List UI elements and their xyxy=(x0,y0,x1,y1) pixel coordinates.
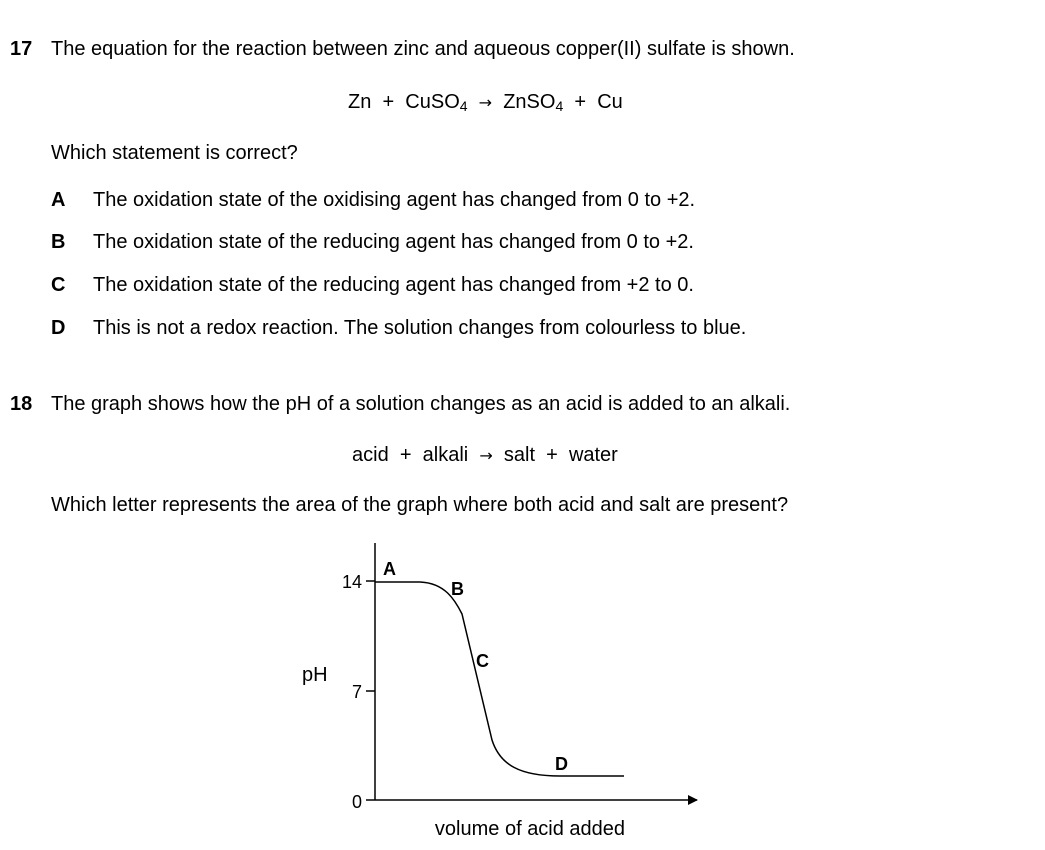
eq18-plus-2: + xyxy=(546,444,558,466)
eq17-plus-1: + xyxy=(382,91,395,113)
eq17-arrow: → xyxy=(478,93,493,112)
y-axis-label: pH xyxy=(302,664,328,686)
region-label-c: C xyxy=(476,651,489,671)
y-tick-label-14: 14 xyxy=(341,572,362,592)
y-tick-label-7: 7 xyxy=(351,682,362,702)
eq17-reactant-zn: Zn xyxy=(348,91,372,113)
region-label-d: D xyxy=(555,754,568,774)
question-17-prompt: Which statement is correct? xyxy=(51,142,298,164)
eq18-salt: salt xyxy=(503,444,535,466)
eq18-water: water xyxy=(568,444,618,466)
exam-page: 17 The equation for the reaction between zinc and aqueous copper(II) sulfate is shown. Zn + CuSO$_4$ → ZnSO$_4$ + Cu Which statement is correct? A The oxidation state of the oxidising agent has changed from 0 to +2. B The oxidation state of the reducing agent has changed from 0 to +2. C The oxidation state of the reducing agent has changed from +2 to 0. D This is not a redox reaction. The solution changes from colourless to blue. 18 The graph shows how the pH of a solution changes as an acid is added to an alkali. acid + alkali → salt + water Which letter represents the area of the graph where both acid and salt are present? 14 7 0 pH volume of acid added A B C D xyxy=(0,0,1045,850)
question-18-intro: The graph shows how the pH of a solution changes as an acid is added to an alkali. xyxy=(51,393,791,415)
y-tick-label-0: 0 xyxy=(351,792,362,812)
region-label-b: B xyxy=(451,579,464,599)
eq17-product-cu: Cu xyxy=(597,91,623,113)
eq18-plus-1: + xyxy=(399,444,412,466)
eq17-reactant-cuso4: CuSO$_4$ xyxy=(405,91,468,114)
eq18-arrow: → xyxy=(479,446,493,465)
eq18-alkali: alkali xyxy=(422,444,469,466)
question-18-number: 18 xyxy=(10,393,33,415)
eq17-plus-2: + xyxy=(574,91,587,113)
question-17-number: 17 xyxy=(10,38,33,60)
eq17-product-znso4: ZnSO$_4$ xyxy=(503,91,564,114)
x-axis-label: volume of acid added xyxy=(434,818,626,840)
ph-curve xyxy=(375,582,624,776)
question-17-intro: The equation for the reaction between zinc and aqueous copper(II) sulfate is shown. xyxy=(51,38,795,60)
eq18-acid: acid xyxy=(352,444,389,466)
region-label-a: A xyxy=(383,559,396,579)
question-18-prompt: Which letter represents the area of the graph where both acid and salt are present? xyxy=(51,494,789,516)
